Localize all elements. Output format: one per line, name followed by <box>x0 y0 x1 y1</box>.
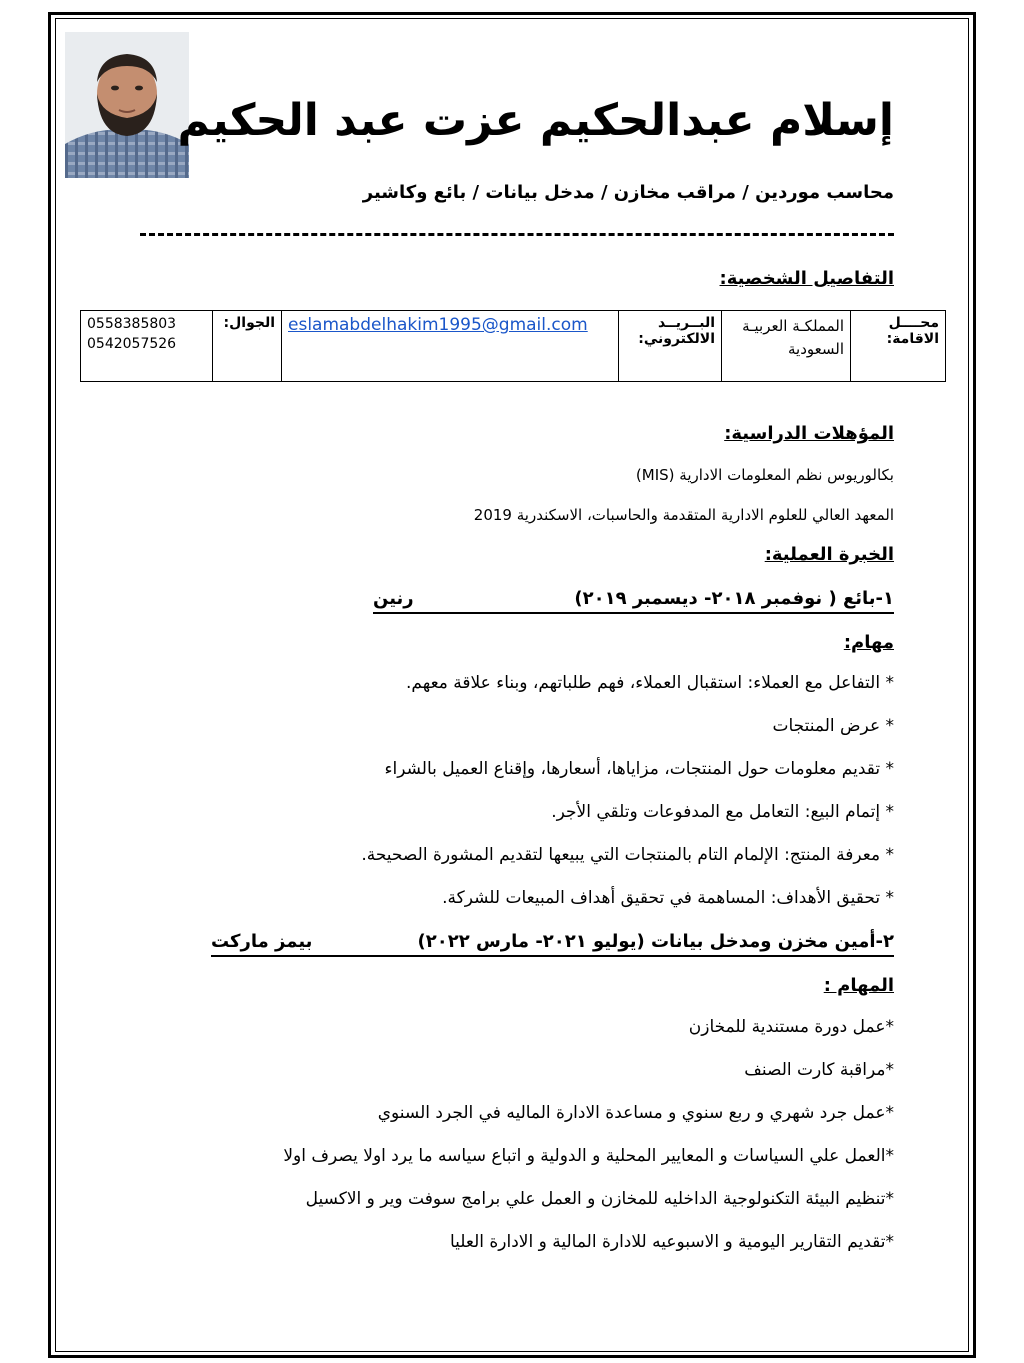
job-titles: محاسب موردين / مراقب مخازن / مدخل بيانات / بائع وكاشير <box>362 182 894 203</box>
job-1-company: رنين <box>373 588 414 609</box>
job-2-task: *تقديم التقارير اليومية و الاسبوعيه للادارة المالية و الادارة العليا <box>449 1232 894 1252</box>
phone-number-2: 0542057526 <box>87 335 177 352</box>
job-1-task: * عرض المنتجات <box>772 716 894 736</box>
job-1-title: ١-بائع ( نوفمبر ٢٠١٨- ديسمبر ٢٠١٩) <box>574 588 894 609</box>
residence-value: المملكـة العربيـة السعودية <box>722 311 851 382</box>
email-label: البــريــد الالكتروني: <box>619 311 722 382</box>
experience-heading: الخبرة العملية: <box>764 544 894 565</box>
phone-number-1: 0558385803 <box>87 316 177 332</box>
personal-details-heading: التفاصيل الشخصية: <box>719 268 894 289</box>
job-2-title: ٢-أمين مخزن ومدخل بيانات (يوليو ٢٠٢١- مارس ٢٠٢٢) <box>417 931 894 952</box>
residence-label: محــــل الاقامة: <box>851 311 946 382</box>
candidate-name: إسلام عبدالحكيم عزت عبد الحكيم <box>177 95 894 146</box>
mobile-label: الجوال: <box>213 311 282 382</box>
job-2-task: *عمل جرد شهري و ربع سنوي و مساعدة الادارة الماليه في الجرد السنوي <box>377 1103 894 1123</box>
email-link[interactable]: eslamabdelhakim1995@gmail.com <box>288 315 588 335</box>
job-2-task: *مراقبة كارت الصنف <box>744 1060 894 1080</box>
header-divider <box>140 233 894 236</box>
job-1-task: * تقديم معلومات حول المنتجات، مزاياها، أسعارها، وإقناع العميل بالشراء <box>384 759 894 779</box>
job-1-task: * معرفة المنتج: الإلمام التام بالمنتجات التي يبيعها لتقديم المشورة الصحيحة. <box>361 845 894 865</box>
job-1-underline <box>373 612 894 614</box>
education-heading: المؤهلات الدراسية: <box>724 423 894 444</box>
education-institute: المعهد العالي للعلوم الادارية المتقدمة والحاسبات، الاسكندرية 2019 <box>473 506 894 524</box>
profile-photo <box>65 32 189 178</box>
contact-table <box>80 310 946 382</box>
job-2-task: *العمل علي السياسات و المعايير المحلية و الدولية و اتباع سياسه ما يرد اولا يصرف اولا <box>283 1146 894 1166</box>
education-degree: بكالوريوس نظم المعلومات الادارية (MIS) <box>635 466 894 484</box>
job-2-task: *تنظيم البيئة التكنولوجية الداخليه للمخازن و العمل علي برامج سوفت وير و الاكسيل <box>305 1189 894 1209</box>
job-1-task: * التفاعل مع العملاء: استقبال العملاء، فهم طلباتهم، وبناء علاقة معهم. <box>406 673 894 693</box>
job-2-company: بيمز ماركت <box>211 931 313 952</box>
job-1-task: * تحقيق الأهداف: المساهمة في تحقيق أهداف المبيعات للشركة. <box>442 888 894 908</box>
job-2-tasks-heading: المهام : <box>823 975 894 996</box>
phone-cell <box>81 311 213 382</box>
email-cell <box>282 311 619 382</box>
job-1-tasks-heading: مهام: <box>843 632 894 653</box>
job-2-underline <box>211 955 894 957</box>
job-1-task: * إتمام البيع: التعامل مع المدفوعات وتلقي الأجر. <box>551 802 894 822</box>
job-2-task: *عمل دورة مستندية للمخازن <box>688 1017 894 1037</box>
